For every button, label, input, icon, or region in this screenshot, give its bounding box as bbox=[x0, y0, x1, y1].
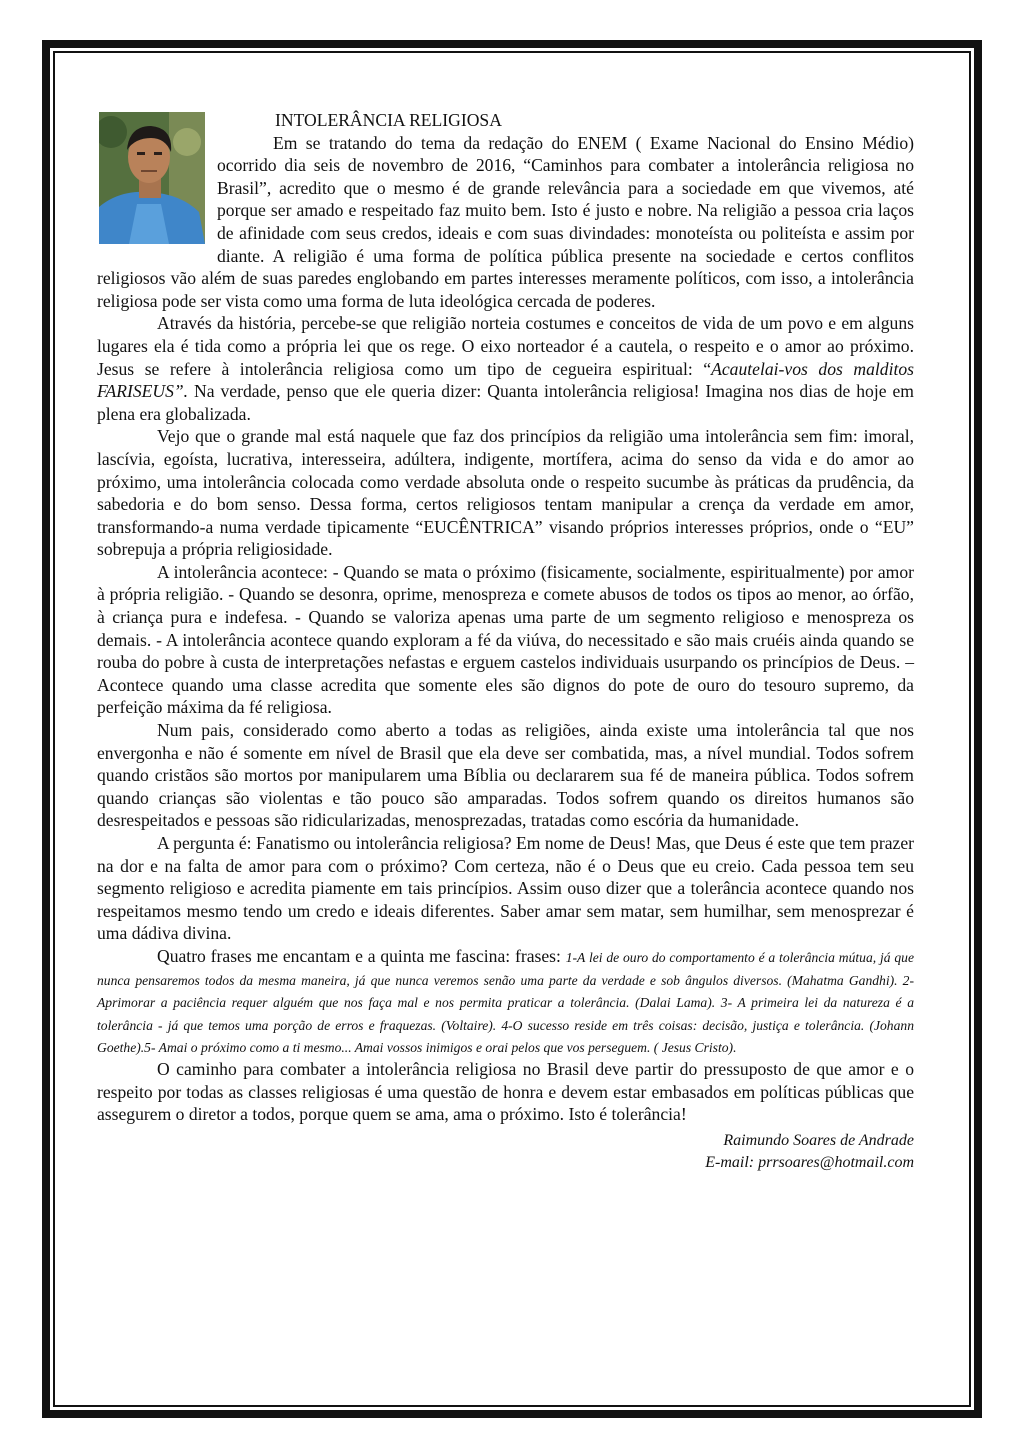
pharisees-quote: Acautelai-vos dos malditos FARISEUS”. bbox=[97, 358, 915, 402]
paragraph-2-continued: Na verdade, penso que ele queria dizer: Quanta intolerância religiosa! Imagina nos dias de hoje em plena era globalizada. bbox=[97, 381, 914, 424]
author-photo bbox=[99, 112, 205, 244]
paragraph-6: A pergunta é: Fanatismo ou intolerância religiosa? Em nome de Deus! Mas, que Deus é este que tem prazer na dor e na falta de amor para com o próximo? Com certeza, não é o Deus que eu creio. Cada pessoa tem seu segmento religioso e acredita piamente em tais princípios. Assim ouso dizer que a tolerância acontece quando nos respeitamos mesmo tendo um credo e ideais diferentes. Saber amar sem matar, sem humilhar, sem menosprezar é uma dádiva divina. bbox=[97, 833, 914, 944]
quotes-intro: Quatro frases me encantam e a quinta me fascina: frases: bbox=[157, 945, 566, 966]
paragraph-2-text: Através da história, percebe-se que religião norteia costumes e conceitos de vida de um povo e em alguns lugares ela é tida como a própria lei que os rege. O eixo norteador é a cautela, o respeito e o amor ao próximo. Jesus se refere à intolerância religiosa como um tipo de cegueira espiritual: “ bbox=[97, 313, 914, 379]
author-name: Raimundo Soares de Andrade bbox=[723, 1131, 914, 1149]
signature bbox=[97, 1130, 914, 1174]
paragraph-8: O caminho para combater a intolerância religiosa no Brasil deve partir do pressuposto de que amor e o respeito por todas as classes religiosas é uma questão de honra e devem estar embasados em políticas públicas que assegurem o diretor a todos, porque quem se ama, ama o próximo. Isto é tolerância! bbox=[97, 1058, 914, 1125]
article bbox=[97, 109, 914, 1174]
paragraph-4: A intolerância acontece: - Quando se mata o próximo (fisicamente, socialmente, espiritualmente) por amor à própria religião. - Quando se desonra, oprime, menospreza e comete abusos de todos os tipos ao menor, ao órfão, à criança pura e indefesa. - Quando se valoriza apenas uma parte de um segmento religioso e menospreza os demais. - A intolerância acontece quando exploram a fé da viúva, do necessitado e são mais cruéis ainda quando se rouba do pobre à custa de interpretações nefastas e erguem castelos individuais usurpando os princípios de Deus. – Acontece quando uma classe acredita que somente eles são dignos do pote de ouro do tesouro supremo, da perfeição máxima da fé religiosa. bbox=[97, 561, 914, 718]
paragraph-1: Em se tratando do tema da redação do ENEM ( Exame Nacional do Ensino Médio) ocorrido dia seis de novembro de 2016, “Caminhos para combater a intolerância religiosa no Brasil”, acredito que o mesmo é de grande relevância para a sociedade em que vivemos, até porque ser amado e respeitado faz muito bem. Isto é justo e nobre. Na religião a pessoa cria laços de afinidade com seus credos, ideais e com suas divindades: monoteísta ou politeísta e assim por diante. A religião é uma forma de política pública presente na sociedade e certos conflitos religiosos vão além de suas paredes englobando em partes interesses meramente políticos, com isso, a intolerância religiosa pode ser vista como uma forma de luta ideológica cercada de poderes. bbox=[97, 132, 914, 311]
author-email: E-mail: prrsoares@hotmail.com bbox=[705, 1153, 914, 1171]
paragraph-7 bbox=[97, 945, 914, 1058]
article-title: INTOLERÂNCIA RELIGIOSA bbox=[275, 110, 502, 130]
paragraph-3: Vejo que o grande mal está naquele que faz dos princípios da religião uma intolerância sem fim: imoral, lascívia, egoísta, lucrativa, interesseira, adúltera, indigente, mortífera, acima do senso da vida e do amor ao próximo, uma intolerância colocada como verdade absoluta onde o respeito sucumbe às práticas da prudência, da sabedoria e do bom senso. Dessa forma, certos religiosos tentam manipular a crença da verdade em amor, transformando-a numa verdade tipicamente “EUCÊNTRICA” visando próprios interesses próprios, onde o “EU” sobrepuja a própria religiosidade. bbox=[97, 426, 914, 560]
quotes-list: 1-A lei de ouro do comportamento é a tolerância mútua, já que nunca pensaremos todos da mesma maneira, já que nunca veremos senão uma parte da verdade e sob ângulos diversos. (Mahatma Gandhi). 2- Aprimorar a paciência requer alguém que nos faça mal e nos permita praticar a tolerância. (Dalai Lama). 3- A primeira lei da natureza é a tolerância - já que temos uma porção de erros e fraquezas. (Voltaire). 4-O sucesso reside em três coisas: decisão, justiça e tolerância. (Johann Goethe).5- Amai o próximo como a ti mesmo... Amai vossos inimigos e orai pelos que vos perseguem. ( Jesus Cristo). bbox=[97, 949, 914, 1056]
paragraph-2 bbox=[97, 312, 914, 425]
author-photo-image bbox=[99, 112, 205, 244]
paragraph-5: Num pais, considerado como aberto a todas as religiões, ainda existe uma intolerância tal que nos envergonha e não é somente em nível de Brasil que ela deve ser combatida, mas, a nível mundial. Todos sofrem quando cristãos são mortos por manipularem uma Bíblia ou declararem sua fé de maneira pública. Todos sofrem quando crianças são violentas e tão pouco são amparadas. Todos sofrem quando os direitos humanos são desrespeitados e pessoas são ridicularizadas, menosprezadas, tratadas como escória da humanidade. bbox=[97, 720, 914, 831]
